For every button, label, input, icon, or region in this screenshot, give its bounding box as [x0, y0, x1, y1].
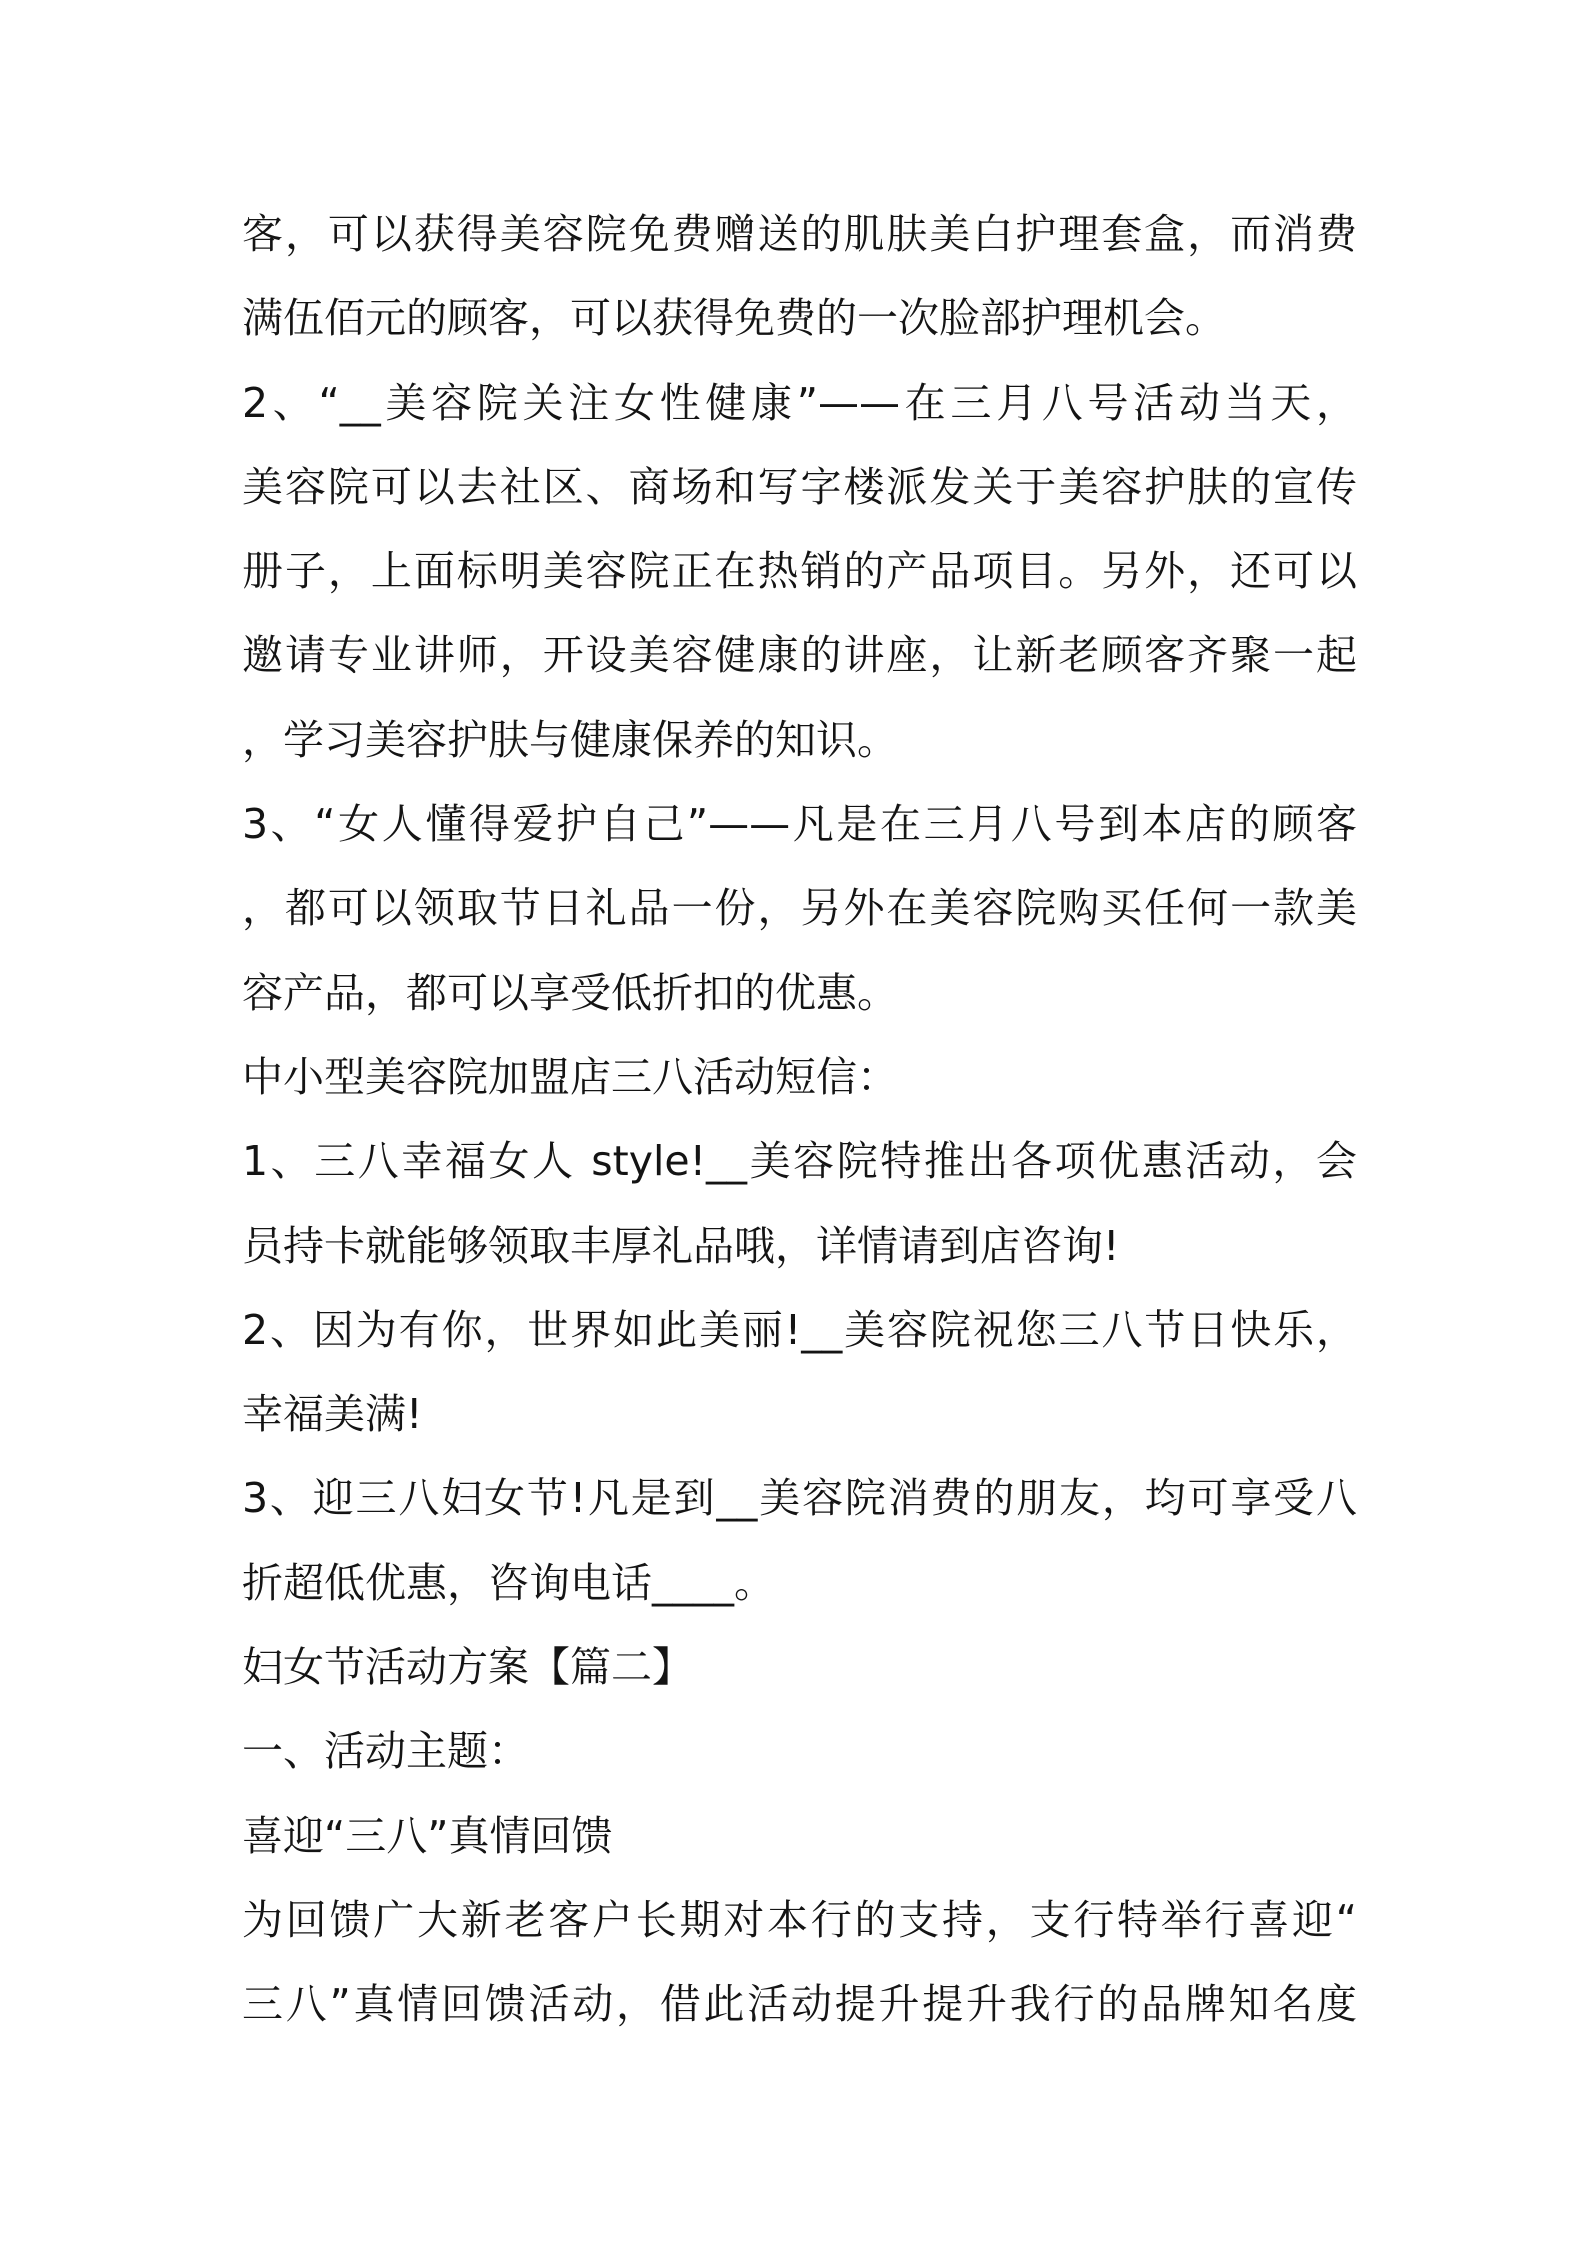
text-line: 2、因为有你，世界如此美丽!__美容院祝您三八节日快乐，	[242, 1305, 1357, 1354]
text-line: 美容院可以去社区、商场和写字楼派发关于美容护肤的宣传	[242, 462, 1357, 511]
text-line: 满伍佰元的顾客，可以获得免费的一次脸部护理机会。	[242, 294, 1226, 343]
text-line: 1、三八幸福女人 style!__美容院特推出各项优惠活动，会	[242, 1137, 1357, 1186]
text-line: 员持卡就能够领取丰厚礼品哦，详情请到店咨询!	[242, 1221, 1120, 1270]
text-line: 2、“__美容院关注女性健康”——在三月八号活动当天，	[242, 378, 1357, 427]
document-body	[242, 192, 1357, 2047]
text-line: 幸福美满!	[242, 1390, 423, 1439]
text-line: 邀请专业讲师，开设美容健康的讲座，让新老顾客齐聚一起	[242, 631, 1357, 680]
text-line: 容产品，都可以享受低折扣的优惠。	[242, 968, 898, 1017]
section-heading: 妇女节活动方案【篇二】	[242, 1643, 693, 1692]
text-line: 3、迎三八妇女节!凡是到__美容院消费的朋友，均可享受八	[242, 1474, 1357, 1523]
text-line: 喜迎“三八”真情回馈	[242, 1811, 613, 1860]
text-line: 客，可以获得美容院免费赠送的肌肤美白护理套盒，而消费	[242, 210, 1357, 258]
text-line: ，都可以领取节日礼品一份，另外在美容院购买任何一款美	[242, 884, 1357, 933]
text-line: 三八”真情回馈活动，借此活动提升提升我行的品牌知名度	[242, 1980, 1357, 2029]
section-heading: 中小型美容院加盟店三八活动短信：	[242, 1052, 898, 1101]
text-line: 折超低优惠，咨询电话____。	[242, 1558, 775, 1607]
text-line: ，学习美容护肤与健康保养的知识。	[242, 715, 898, 764]
section-heading: 一、活动主题：	[242, 1727, 529, 1776]
text-line: 册子，上面标明美容院正在热销的产品项目。另外，还可以	[242, 547, 1357, 596]
text-line: 3、“女人懂得爱护自己”——凡是在三月八号到本店的顾客	[242, 800, 1357, 849]
text-line: 为回馈广大新老客户长期对本行的支持，支行特举行喜迎“	[242, 1895, 1357, 1944]
